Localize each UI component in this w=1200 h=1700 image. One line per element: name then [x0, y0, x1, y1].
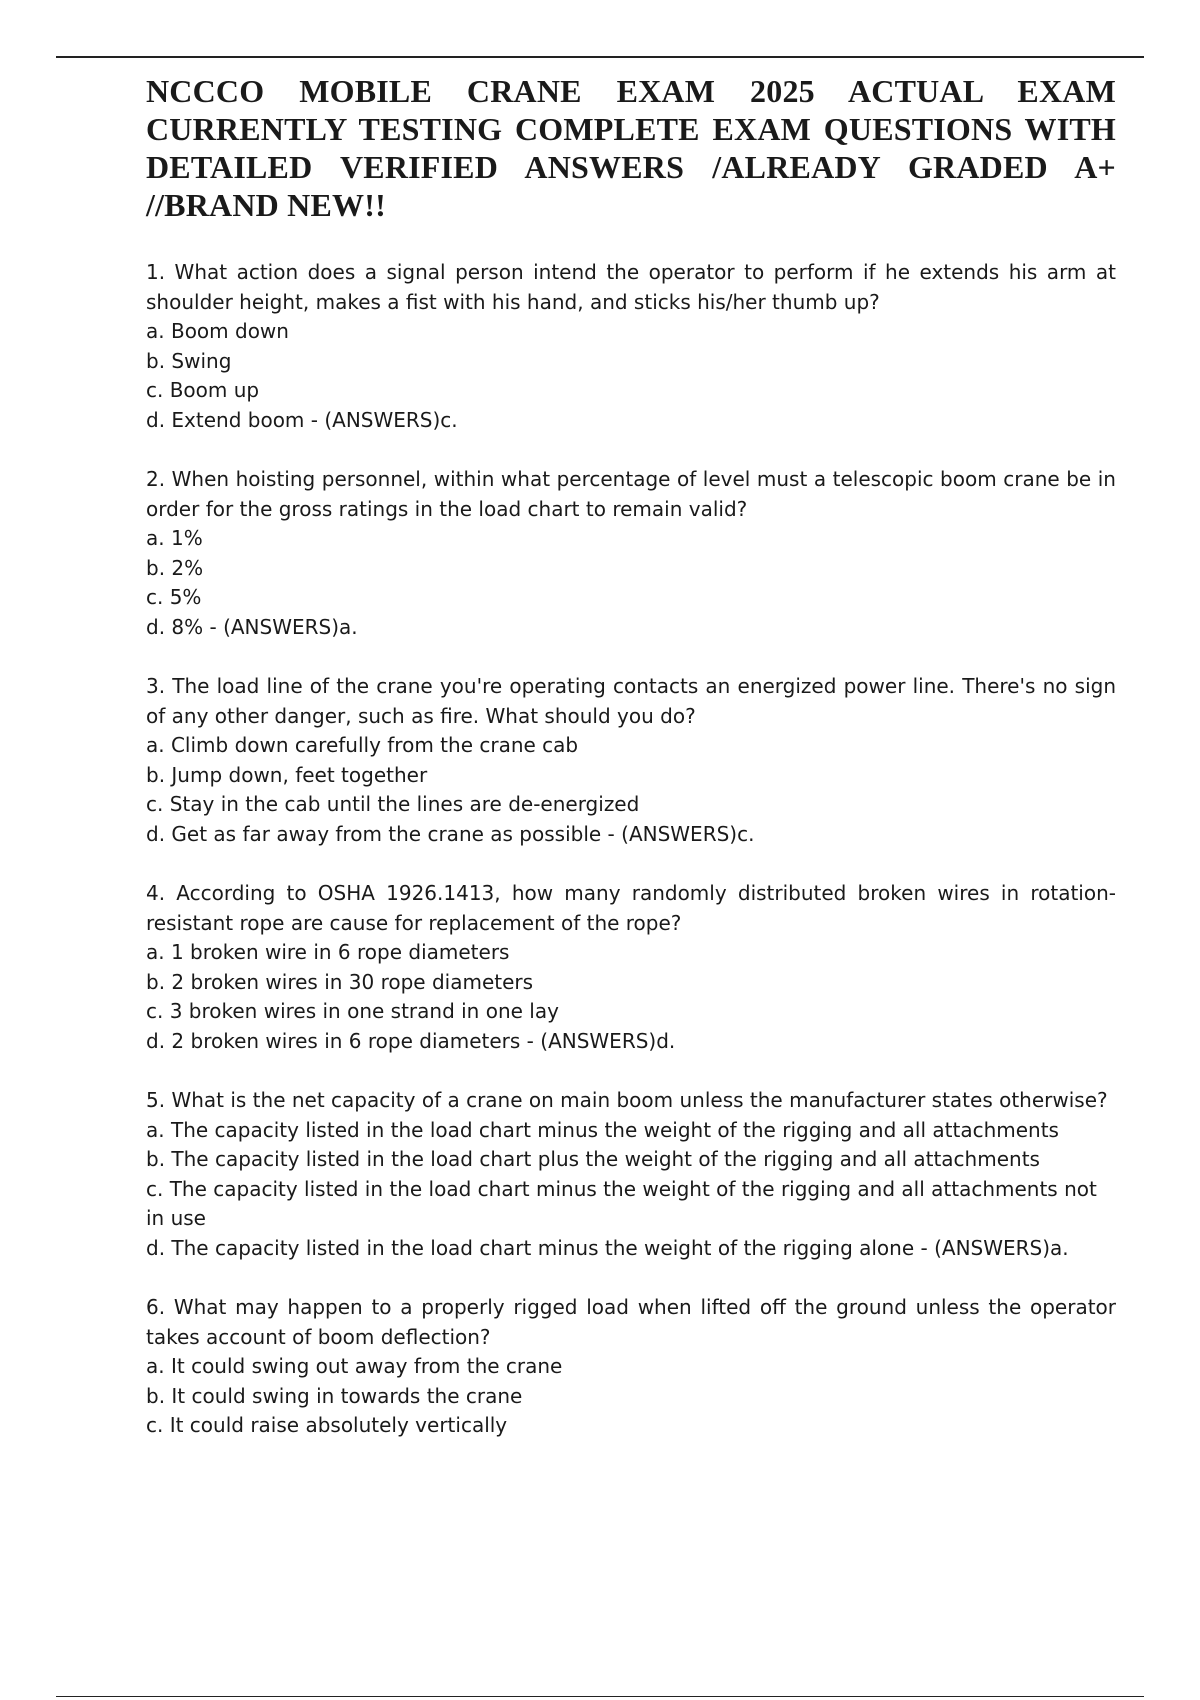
- option-d: [146, 820, 1116, 850]
- question-5: [146, 1086, 1116, 1263]
- bottom-rule: [56, 1696, 1144, 1697]
- question-text: 2. When hoisting personnel, within what percentage of level must a telescopic boom crane be in order for the gross ratings in the load chart to remain valid?: [146, 467, 1116, 521]
- option-a: a. 1%: [146, 526, 203, 550]
- option-c: c. 3 broken wires in one strand in one lay: [146, 999, 559, 1023]
- question-3: [146, 672, 1116, 849]
- question-4: [146, 879, 1116, 1056]
- option-d-text: d. The capacity listed in the load chart minus the weight of the rigging alone: [146, 1235, 915, 1260]
- question-text: 6. What may happen to a properly rigged load when lifted off the ground unless the operator takes account of boom deflection?: [146, 1295, 1116, 1349]
- option-b: b. 2 broken wires in 30 rope diameters: [146, 969, 534, 994]
- answer-key: - (ANSWERS)d.: [520, 1028, 676, 1053]
- option-b: b. It could swing in towards the crane: [146, 1383, 523, 1408]
- option-a: a. It could swing out away from the crane: [146, 1354, 563, 1378]
- question-2: [146, 465, 1116, 642]
- document-body: [146, 72, 1116, 1471]
- option-c: c. It could raise absolutely vertically: [146, 1413, 508, 1437]
- option-a: a. 1 broken wire in 6 rope diameters: [146, 940, 510, 964]
- question-text: 5. What is the net capacity of a crane on main boom unless the manufacturer states otherwise?: [146, 1088, 1108, 1112]
- answer-key: - (ANSWERS)c.: [304, 407, 458, 432]
- answer-key: - (ANSWERS)a.: [203, 614, 358, 639]
- option-c: c. The capacity listed in the load chart minus the weight of the rigging and all attachments not in use: [146, 1176, 1097, 1230]
- option-d: [146, 613, 1116, 643]
- option-b: b. Swing: [146, 348, 232, 373]
- option-d-text: d. 2 broken wires in 6 rope diameters: [146, 1028, 521, 1053]
- option-d-text: d. Extend boom: [146, 407, 305, 432]
- document-title: NCCCO MOBILE CRANE EXAM 2025 ACTUAL EXAM CURRENTLY TESTING COMPLETE EXAM QUESTIONS WITH DETAILED VERIFIED ANSWERS /ALREADY GRADED A+ //BRAND NEW!!: [146, 73, 1116, 223]
- question-6: [146, 1293, 1116, 1441]
- option-d: [146, 1234, 1116, 1264]
- top-rule: [56, 56, 1144, 58]
- option-d: [146, 406, 1116, 436]
- option-a: a. Climb down carefully from the crane cab: [146, 733, 579, 757]
- option-a: a. The capacity listed in the load chart minus the weight of the rigging and all attachments: [146, 1117, 1059, 1142]
- option-c: c. Stay in the cab until the lines are de-energized: [146, 792, 640, 816]
- option-b: b. Jump down, feet together: [146, 762, 428, 787]
- question-text: 1. What action does a signal person intend the operator to perform if he extends his arm at shoulder height, makes a fist with his hand, and sticks his/her thumb up?: [146, 260, 1116, 314]
- option-d-text: d. 8%: [146, 614, 204, 639]
- option-b: b. The capacity listed in the load chart plus the weight of the rigging and all attachments: [146, 1147, 1040, 1171]
- question-text: 3. The load line of the crane you're operating contacts an energized power line. There's no sign of any other danger, such as fire. What should you do?: [146, 674, 1116, 728]
- option-b: b. 2%: [146, 555, 204, 580]
- question-1: [146, 258, 1116, 435]
- answer-key: - (ANSWERS)a.: [914, 1235, 1069, 1260]
- option-d: [146, 1027, 1116, 1057]
- option-c: c. Boom up: [146, 378, 260, 402]
- option-d-text: d. Get as far away from the crane as possible: [146, 821, 602, 846]
- option-a: a. Boom down: [146, 319, 289, 343]
- question-text: 4. According to OSHA 1926.1413, how many randomly distributed broken wires in rotation-resistant rope are cause for replacement of the rope?: [146, 881, 1116, 935]
- option-c: c. 5%: [146, 585, 202, 609]
- answer-key: - (ANSWERS)c.: [601, 821, 755, 846]
